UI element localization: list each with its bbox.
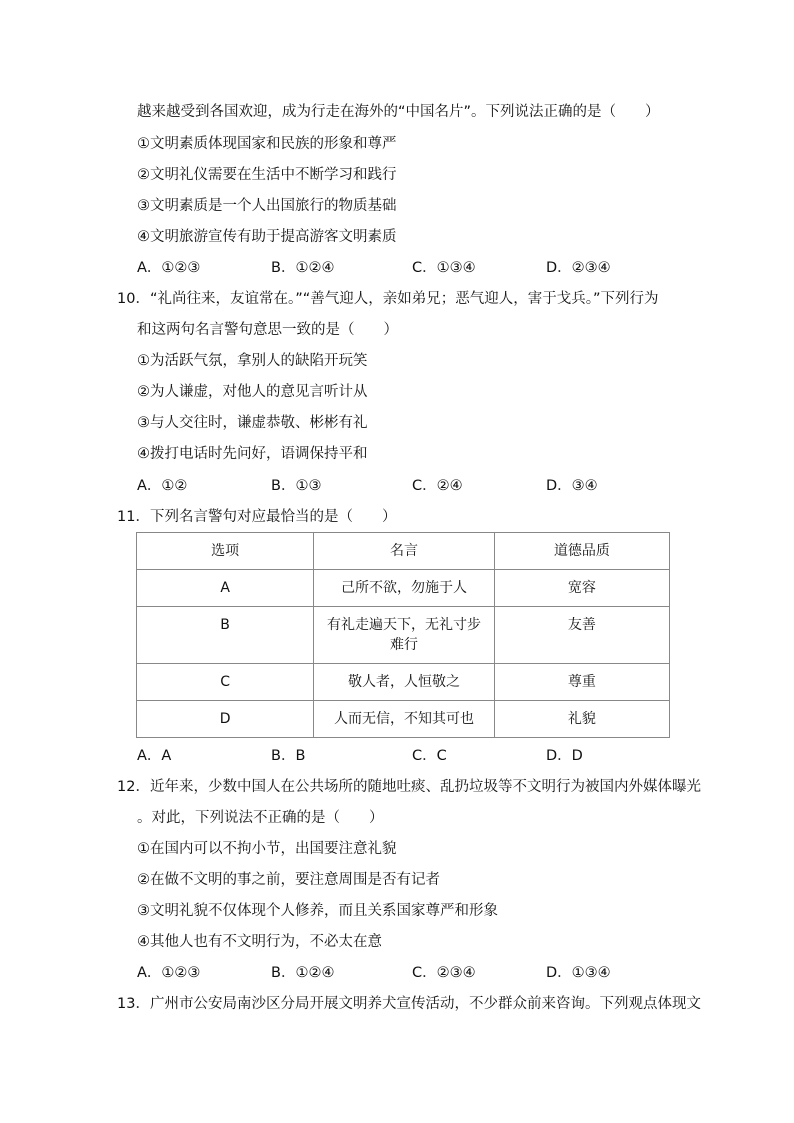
table-header-cell: 选项	[137, 533, 314, 570]
table-row	[137, 570, 670, 607]
table-cell: 宽容	[494, 570, 669, 607]
q10-option-b: B．①③	[271, 478, 322, 494]
q12-stem-line1: 12．近年来，少数中国人在公共场所的随地吐痰、乱扔垃圾等不文明行为被国内外媒体曝光	[117, 779, 701, 795]
q12-option-b: B．①②④	[271, 965, 335, 981]
q12-option-c: C．②③④	[412, 965, 476, 981]
table-row	[137, 701, 670, 738]
q12-item-4: ④其他人也有不文明行为，不必太在意	[137, 934, 382, 950]
q11-option-b: B．B	[271, 748, 306, 764]
q10-item-3: ③与人交往时，谦虚恭敬、彬彬有礼	[137, 415, 368, 431]
table-cell: 己所不欲，勿施于人	[314, 570, 495, 607]
q11-option-a: A．A	[137, 748, 172, 764]
q10-option-a: A．①②	[137, 478, 188, 494]
q11-stem: 11．下列名言警句对应最恰当的是（ ）	[117, 509, 397, 525]
q12-item-3: ③文明礼貌不仅体现个人修养，而且关系国家尊严和形象	[137, 903, 498, 919]
q10-stem-line1: 10．“礼尚往来，友谊常在。”“善气迎人，亲如弟兄；恶气迎人，害于戈兵。”下列行为	[117, 291, 659, 307]
table-row	[137, 607, 670, 664]
q9-stem: 越来越受到各国欢迎，成为行走在海外的“中国名片”。下列说法正确的是（ ）	[137, 104, 660, 120]
q9-item-3: ③文明素质是一个人出国旅行的物质基础	[137, 198, 397, 214]
q11-table	[136, 532, 670, 738]
table-row	[137, 664, 670, 701]
table-cell: 尊重	[494, 664, 669, 701]
q12-item-1: ①在国内可以不拘小节，出国要注意礼貌	[137, 841, 397, 857]
q10-item-1: ①为活跃气氛，拿别人的缺陷开玩笑	[137, 353, 368, 369]
table-cell: B	[137, 607, 314, 664]
q9-option-a: A．①②③	[137, 260, 201, 276]
q10-option-c: C．②④	[412, 478, 463, 494]
q9-item-4: ④文明旅游宣传有助于提高游客文明素质	[137, 229, 397, 245]
q9-option-d: D．②③④	[546, 260, 611, 276]
q10-item-2: ②为人谦虚，对他人的意见言听计从	[137, 384, 368, 400]
table-cell: C	[137, 664, 314, 701]
q10-item-4: ④拨打电话时先问好，语调保持平和	[137, 446, 368, 462]
q12-item-2: ②在做不文明的事之前，要注意周围是否有记者	[137, 872, 440, 888]
q13-stem-line1: 13．广州市公安局南沙区分局开展文明养犬宣传活动，不少群众前来咨询。下列观点体现文	[117, 996, 701, 1012]
q9-option-b: B．①②④	[271, 260, 335, 276]
q9-item-1: ①文明素质体现国家和民族的形象和尊严	[137, 136, 397, 152]
q11-option-c: C．C	[412, 748, 447, 764]
table-cell: D	[137, 701, 314, 738]
q10-option-d: D．③④	[546, 478, 598, 494]
table-cell: 有礼走遍天下，无礼寸步难行	[314, 607, 495, 664]
table-header-cell: 名言	[314, 533, 495, 570]
table-header-row	[137, 533, 670, 570]
table-cell: 敬人者，人恒敬之	[314, 664, 495, 701]
q9-item-2: ②文明礼仪需要在生活中不断学习和践行	[137, 167, 397, 183]
q12-stem-line2: 。对此，下列说法不正确的是（ ）	[137, 810, 384, 826]
table-cell: A	[137, 570, 314, 607]
q11-option-d: D．D	[546, 748, 583, 764]
table-cell: 礼貌	[494, 701, 669, 738]
table-header-cell: 道德品质	[494, 533, 669, 570]
q12-option-d: D．①③④	[546, 965, 611, 981]
table-cell: 友善	[494, 607, 669, 664]
q10-stem-line2: 和这两句名言警句意思一致的是（ ）	[137, 322, 398, 338]
q12-option-a: A．①②③	[137, 965, 201, 981]
table-cell: 人而无信，不知其可也	[314, 701, 495, 738]
q9-option-c: C．①③④	[412, 260, 476, 276]
